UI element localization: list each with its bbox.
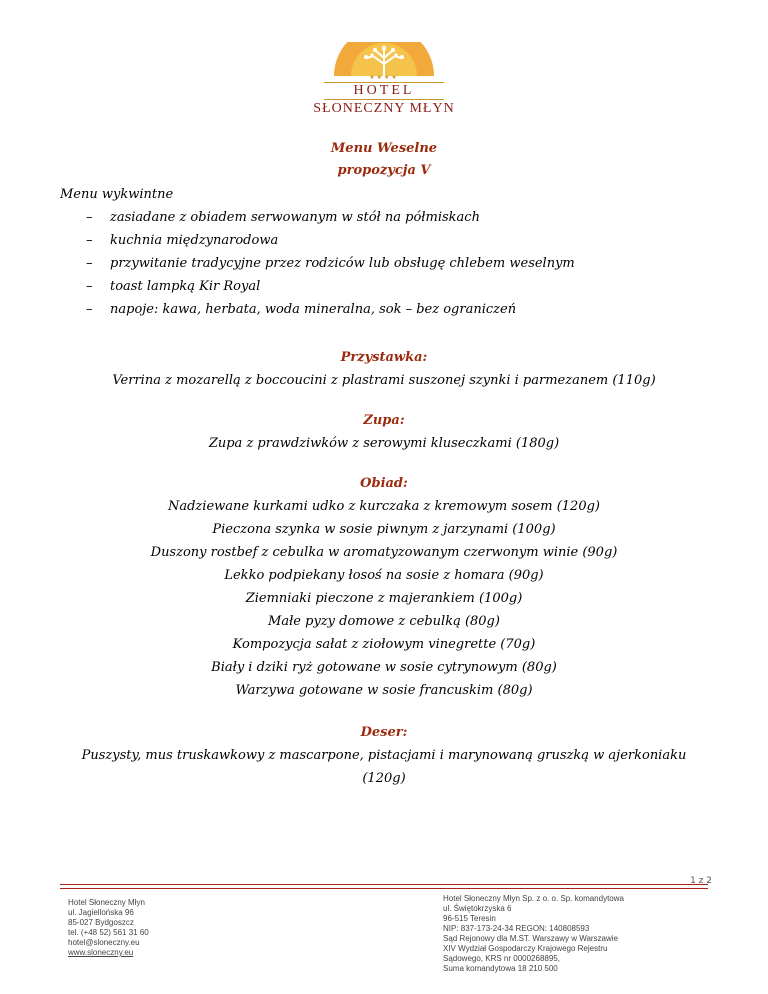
feature-item: – toast lampką Kir Royal — [86, 275, 708, 298]
dish-item: Pieczona szynka w sosie piwnym z jarzynami (100g) — [212, 522, 556, 537]
menu-title: Menu Weselne — [330, 141, 438, 156]
dish-item: Lekko podpiekany łosoś na sosie z homara (90g) — [224, 568, 544, 583]
footer-line: Hotel Słoneczny Młyn Sp. z o. o. Sp. komandytowa — [443, 894, 624, 903]
footer-line: Hotel Słoneczny Młyn — [68, 898, 145, 907]
feature-item: – przywitanie tradycyjne przez rodziców lub obsługę chlebem weselnym — [86, 252, 708, 275]
dish-item: Duszony rostbef z cebulka w aromatyzowanym czerwonym winie (90g) — [150, 545, 618, 560]
dish-item: Warzywa gotowane w sosie francuskim (80g) — [235, 683, 533, 698]
feature-list — [60, 206, 708, 321]
hotel-stars: ★★★★ — [369, 74, 399, 81]
footer-line: Sądowego, KRS nr 0000268895, — [443, 954, 560, 963]
footer-divider — [60, 884, 708, 889]
footer-line: 96-515 Teresin — [443, 914, 496, 923]
logo-name-text: SŁONECZNY MŁYN — [313, 101, 455, 116]
section-heading-soup: Zupa: — [363, 413, 405, 428]
dish-item: (120g) — [362, 771, 406, 786]
feature-item: – kuchnia międzynarodowa — [86, 229, 708, 252]
footer-hotel-address — [68, 898, 149, 958]
menu-subtitle: propozycja V — [337, 163, 431, 178]
footer-line: ul. Świętokrzyska 6 — [443, 904, 512, 913]
footer-email[interactable]: hotel@sloneczny.eu — [68, 938, 140, 947]
logo-rule — [324, 99, 444, 100]
sun-tree-icon — [329, 42, 439, 76]
dish-item: Zupa z prawdziwków z serowymi kluseczkami (180g) — [208, 436, 560, 451]
dish-item: Puszysty, mus truskawkowy z mascarpone, pistacjami i marynowaną gruszką w ajerkoniaku — [81, 748, 687, 763]
footer-line: tel. (+48 52) 561 31 60 — [68, 928, 149, 937]
dish-item: Kompozycja sałat z ziołowym vinegrette (70g) — [232, 637, 536, 652]
dish-item: Biały i dziki ryż gotowane w sosie cytrynowym (80g) — [211, 660, 557, 675]
feature-item: – zasiadane z obiadem serwowanym w stół na półmiskach — [86, 206, 708, 229]
dish-item: Nadziewane kurkami udko z kurczaka z kremowym sosem (120g) — [167, 499, 600, 514]
dish-item: Małe pyzy domowe z cebulką (80g) — [268, 614, 500, 629]
footer-company-info — [443, 894, 653, 974]
menu-document — [60, 138, 708, 790]
page-number: 1 z 2 — [690, 876, 712, 886]
dish-item: Verrina z mozarellą z boccoucini z plastrami suszonej szynki i parmezanem (110g) — [112, 373, 656, 388]
section-heading-starter: Przystawka: — [340, 350, 428, 365]
logo-hotel-text: HOTEL — [353, 83, 415, 98]
footer-line: XIV Wydział Gospodarczy Krajowego Rejestru — [443, 944, 608, 953]
footer-line: Suma komandytowa 18 210 500 — [443, 964, 558, 973]
footer-line: 85-027 Bydgoszcz — [68, 918, 134, 927]
footer-line: ul. Jagiellońska 96 — [68, 908, 134, 917]
section-heading-dessert: Deser: — [360, 725, 408, 740]
feature-item: – napoje: kawa, herbata, woda mineralna, sok – bez ograniczeń — [86, 298, 708, 321]
menu-intro: Menu wykwintne — [60, 187, 174, 202]
dish-item: Ziemniaki pieczone z majerankiem (100g) — [245, 591, 523, 606]
footer-line: NIP: 837-173-24-34 REGON: 140808593 — [443, 924, 590, 933]
section-heading-main: Obiad: — [360, 476, 408, 491]
footer-line: Sąd Rejonowy dla M.ST. Warszawy w Warszawie — [443, 934, 619, 943]
hotel-logo — [0, 42, 768, 116]
footer-website-link[interactable]: www.sloneczny.eu — [68, 948, 134, 957]
